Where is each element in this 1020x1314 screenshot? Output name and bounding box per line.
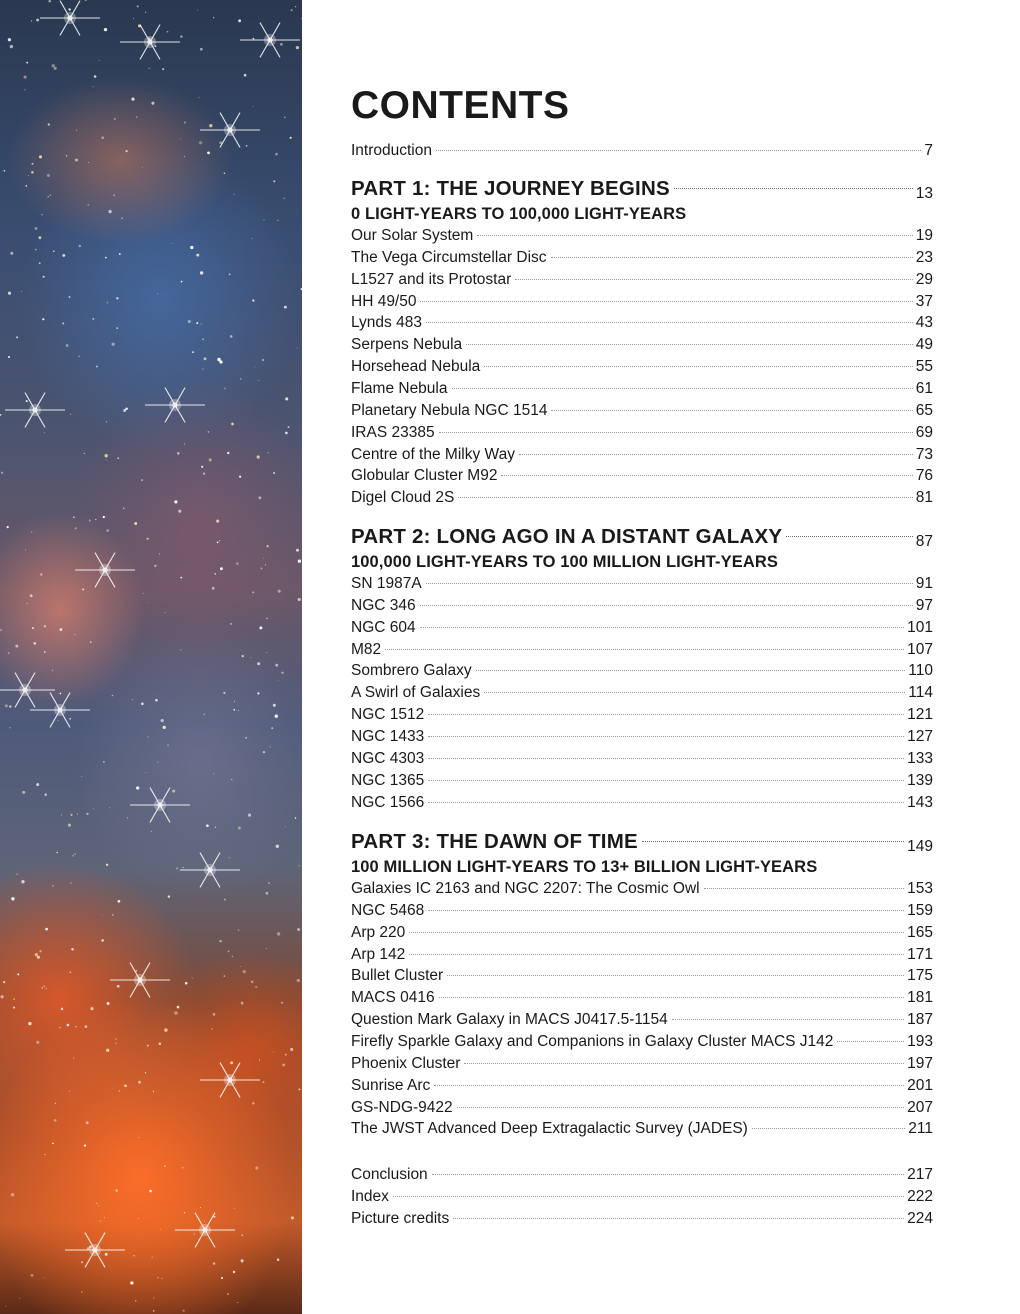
dot-leader <box>426 322 913 323</box>
dot-leader <box>551 257 913 258</box>
toc-entry[interactable] <box>351 1031 933 1053</box>
toc-entry-page: 201 <box>907 1076 933 1094</box>
dot-leader <box>458 497 912 498</box>
toc-entry[interactable] <box>351 334 933 356</box>
dot-leader <box>428 758 904 759</box>
toc-entry-page: 153 <box>907 880 933 897</box>
dot-leader <box>420 605 913 606</box>
toc-entry-page: 224 <box>907 1209 933 1227</box>
dot-leader <box>464 1063 904 1064</box>
toc-entry[interactable] <box>351 487 933 509</box>
toc-entry-page: 127 <box>907 727 933 745</box>
toc-entry-label: SN 1987A <box>351 575 422 592</box>
dot-leader <box>674 188 913 189</box>
toc-entry-page: 133 <box>907 749 933 767</box>
toc-entry-backmatter[interactable] <box>351 1164 933 1186</box>
toc-entry-label: Conclusion <box>351 1166 428 1183</box>
dot-leader <box>432 1174 904 1175</box>
dot-leader <box>501 475 912 476</box>
toc-entry[interactable] <box>351 465 933 487</box>
toc-entry-label: Question Mark Galaxy in MACS J0417.5-1154 <box>351 1011 668 1029</box>
toc-entry-label: Our Solar System <box>351 227 474 244</box>
toc-entry[interactable] <box>351 704 933 726</box>
dot-leader <box>519 454 913 455</box>
dot-leader <box>439 432 913 433</box>
starfield <box>0 0 302 1314</box>
toc-entry-page: 81 <box>915 489 933 507</box>
toc-entry[interactable] <box>351 595 933 617</box>
dot-leader <box>428 802 904 803</box>
toc-entry[interactable] <box>351 639 933 661</box>
part-heading-3[interactable] <box>351 828 933 856</box>
toc-entry-page: 193 <box>907 1032 933 1050</box>
toc-entry[interactable] <box>351 400 933 422</box>
dot-leader <box>476 670 906 671</box>
toc-entry-page: 43 <box>915 314 933 332</box>
toc-entry-label: Firefly Sparkle Galaxy and Companions in Galaxy Cluster MACS J142 <box>351 1032 834 1050</box>
toc-entry-page: 217 <box>907 1166 933 1183</box>
toc-entry-label: NGC 4303 <box>351 749 425 767</box>
toc-entry[interactable] <box>351 792 933 814</box>
toc-entry-backmatter[interactable] <box>351 1186 933 1208</box>
toc-entry[interactable] <box>351 682 933 704</box>
dot-leader <box>752 1128 905 1129</box>
toc-entry[interactable] <box>351 573 933 595</box>
toc-entry[interactable] <box>351 1097 933 1119</box>
dot-leader <box>428 736 904 737</box>
toc-entry[interactable] <box>351 422 933 444</box>
toc-entry-page: 23 <box>915 248 933 266</box>
toc-entry-label: Digel Cloud 2S <box>351 489 455 507</box>
toc-entry-label: Galaxies IC 2163 and NGC 2207: The Cosmic Owl <box>351 880 700 897</box>
dot-leader <box>436 150 921 151</box>
toc-entry-page: 97 <box>915 596 933 614</box>
toc-entry-page: 197 <box>907 1054 933 1072</box>
part-subtitle: 100,000 LIGHT-YEARS TO 100 MILLION LIGHT-YEARS <box>351 553 778 571</box>
toc-entry-label: Arp 220 <box>351 923 406 941</box>
dot-leader <box>409 954 904 955</box>
dot-leader <box>428 910 904 911</box>
toc-entry-page: 159 <box>907 901 933 919</box>
dot-leader <box>466 344 913 345</box>
part-title: PART 3: THE DAWN OF TIME <box>351 830 638 853</box>
toc-entry-page: 181 <box>907 989 933 1007</box>
toc-entry[interactable] <box>351 900 933 922</box>
toc-entry-page: 110 <box>908 662 933 680</box>
part-page: 13 <box>915 185 933 202</box>
toc-entry[interactable] <box>351 356 933 378</box>
toc-entry-label: Index <box>351 1187 389 1205</box>
toc-entry[interactable] <box>351 965 933 987</box>
toc-entry[interactable] <box>351 748 933 770</box>
toc-entry[interactable] <box>351 269 933 291</box>
toc-entry-page: 101 <box>907 618 933 636</box>
dot-leader <box>434 1085 904 1086</box>
part-subtitle: 100 MILLION LIGHT-YEARS TO 13+ BILLION LIGHT-YEARS <box>351 858 818 876</box>
toc-entry-label: HH 49/50 <box>351 292 417 310</box>
toc-entry-page: 175 <box>907 967 933 985</box>
dot-leader <box>457 1107 904 1108</box>
dot-leader <box>672 1019 904 1020</box>
toc-entry-page: 65 <box>915 401 933 419</box>
page-title: CONTENTS <box>351 84 570 127</box>
toc-entry-page: 73 <box>915 445 933 463</box>
dot-leader <box>452 388 913 389</box>
toc-entry[interactable] <box>351 1053 933 1075</box>
part-page: 87 <box>915 533 933 550</box>
dot-leader <box>385 649 904 650</box>
toc-entry-label: A Swirl of Galaxies <box>351 684 481 702</box>
toc-entry-page: 7 <box>924 142 933 159</box>
toc-entry-label: NGC 5468 <box>351 901 425 919</box>
toc-entry[interactable] <box>351 726 933 748</box>
toc-entry-label: Sunrise Arc <box>351 1076 431 1094</box>
toc-entry[interactable] <box>351 987 933 1009</box>
toc-entry[interactable] <box>351 378 933 400</box>
dot-leader <box>551 410 912 411</box>
toc-entry-label: Horsehead Nebula <box>351 358 481 376</box>
part-heading-1[interactable] <box>351 175 933 203</box>
toc-entry-label: L1527 and its Protostar <box>351 270 512 288</box>
toc-entry-label: M82 <box>351 640 382 658</box>
toc-entry-page: 207 <box>907 1098 933 1116</box>
toc-entry-page: 19 <box>915 227 933 244</box>
toc-entry[interactable] <box>351 291 933 313</box>
toc-entry[interactable] <box>351 444 933 466</box>
dot-leader <box>786 536 913 537</box>
toc-entry-page: 91 <box>915 575 933 592</box>
toc-entry-page: 29 <box>915 270 933 288</box>
toc-entry-page: 55 <box>915 358 933 376</box>
toc-entry-label: NGC 1365 <box>351 771 425 789</box>
toc-entry[interactable] <box>351 225 933 247</box>
toc-entry-label: NGC 1433 <box>351 727 425 745</box>
toc-entry[interactable] <box>351 617 933 639</box>
toc-entry[interactable] <box>351 247 933 269</box>
toc-entry[interactable] <box>351 1009 933 1031</box>
dot-leader <box>704 888 905 889</box>
dot-leader <box>426 583 913 584</box>
toc-entry-label: Phoenix Cluster <box>351 1054 461 1072</box>
toc-entry-label: Globular Cluster M92 <box>351 467 498 485</box>
part-page: 149 <box>907 838 933 855</box>
toc-entry-introduction[interactable] <box>351 140 933 162</box>
toc-entry-page: 222 <box>907 1187 933 1205</box>
toc-entry-page: 49 <box>915 336 933 354</box>
toc-entry-backmatter[interactable] <box>351 1208 933 1230</box>
toc-entry[interactable] <box>351 1118 933 1140</box>
toc-entry[interactable] <box>351 944 933 966</box>
dot-leader <box>515 279 912 280</box>
toc-entry-label: NGC 604 <box>351 618 416 636</box>
toc-entry-page: 76 <box>915 467 933 485</box>
part-heading-2[interactable] <box>351 523 933 551</box>
dot-leader <box>428 780 904 781</box>
nebula-image-strip <box>0 0 302 1314</box>
dot-leader <box>420 627 905 628</box>
toc-entry[interactable] <box>351 770 933 792</box>
toc-entry-label: Flame Nebula <box>351 379 448 397</box>
dot-leader <box>477 235 912 236</box>
toc-entry-label: The JWST Advanced Deep Extragalactic Survey (JADES) <box>351 1120 748 1138</box>
dot-leader <box>484 692 905 693</box>
dot-leader <box>642 841 904 842</box>
toc-entry-page: 69 <box>915 423 933 441</box>
dot-leader <box>428 714 904 715</box>
part-title: PART 1: THE JOURNEY BEGINS <box>351 177 670 200</box>
toc-entry-label: GS-NDG-9422 <box>351 1098 453 1116</box>
dot-leader <box>453 1218 904 1219</box>
toc-entry-page: 143 <box>907 793 933 811</box>
toc-entry-label: NGC 1566 <box>351 793 425 811</box>
toc-entry-label: NGC 346 <box>351 596 416 614</box>
toc-entry-page: 114 <box>908 684 933 702</box>
toc-entry[interactable] <box>351 660 933 682</box>
toc-entry-page: 139 <box>907 771 933 789</box>
toc-entry[interactable] <box>351 1075 933 1097</box>
part-subtitle: 0 LIGHT-YEARS TO 100,000 LIGHT-YEARS <box>351 205 687 223</box>
dot-leader <box>393 1196 904 1197</box>
dot-leader <box>409 932 904 933</box>
toc-entry-page: 165 <box>907 923 933 941</box>
toc-entry-label: Arp 142 <box>351 945 406 963</box>
toc-entry-label: IRAS 23385 <box>351 423 435 441</box>
toc-entry-page: 107 <box>907 640 933 658</box>
toc-entry-page: 61 <box>915 379 933 397</box>
dot-leader <box>837 1041 904 1042</box>
toc-entry-page: 121 <box>907 706 933 724</box>
toc-entry-label: Planetary Nebula NGC 1514 <box>351 401 548 419</box>
toc-entry[interactable] <box>351 878 933 900</box>
part-title: PART 2: LONG AGO IN A DISTANT GALAXY <box>351 525 783 548</box>
toc-entry-label: Bullet Cluster <box>351 967 444 985</box>
toc-entry-page: 187 <box>907 1011 933 1029</box>
toc-entry-label: NGC 1512 <box>351 706 425 724</box>
toc-entry-page: 211 <box>908 1120 933 1138</box>
toc-entry-page: 171 <box>907 945 933 963</box>
toc-entry-label: Picture credits <box>351 1209 450 1227</box>
toc-entry[interactable] <box>351 312 933 334</box>
toc-entry-label: Centre of the Milky Way <box>351 445 515 463</box>
toc-entry-page: 37 <box>915 292 933 310</box>
dot-leader <box>420 301 912 302</box>
toc-entry-label: Introduction <box>351 142 432 159</box>
toc-entry-label: MACS 0416 <box>351 989 435 1007</box>
toc-entry-label: The Vega Circumstellar Disc <box>351 248 547 266</box>
toc-entry-label: Serpens Nebula <box>351 336 463 354</box>
dot-leader <box>447 975 904 976</box>
dot-leader <box>439 997 905 998</box>
toc-entry-label: Lynds 483 <box>351 314 422 332</box>
toc-entry[interactable] <box>351 922 933 944</box>
toc-entry-label: Sombrero Galaxy <box>351 662 472 680</box>
dot-leader <box>484 366 912 367</box>
